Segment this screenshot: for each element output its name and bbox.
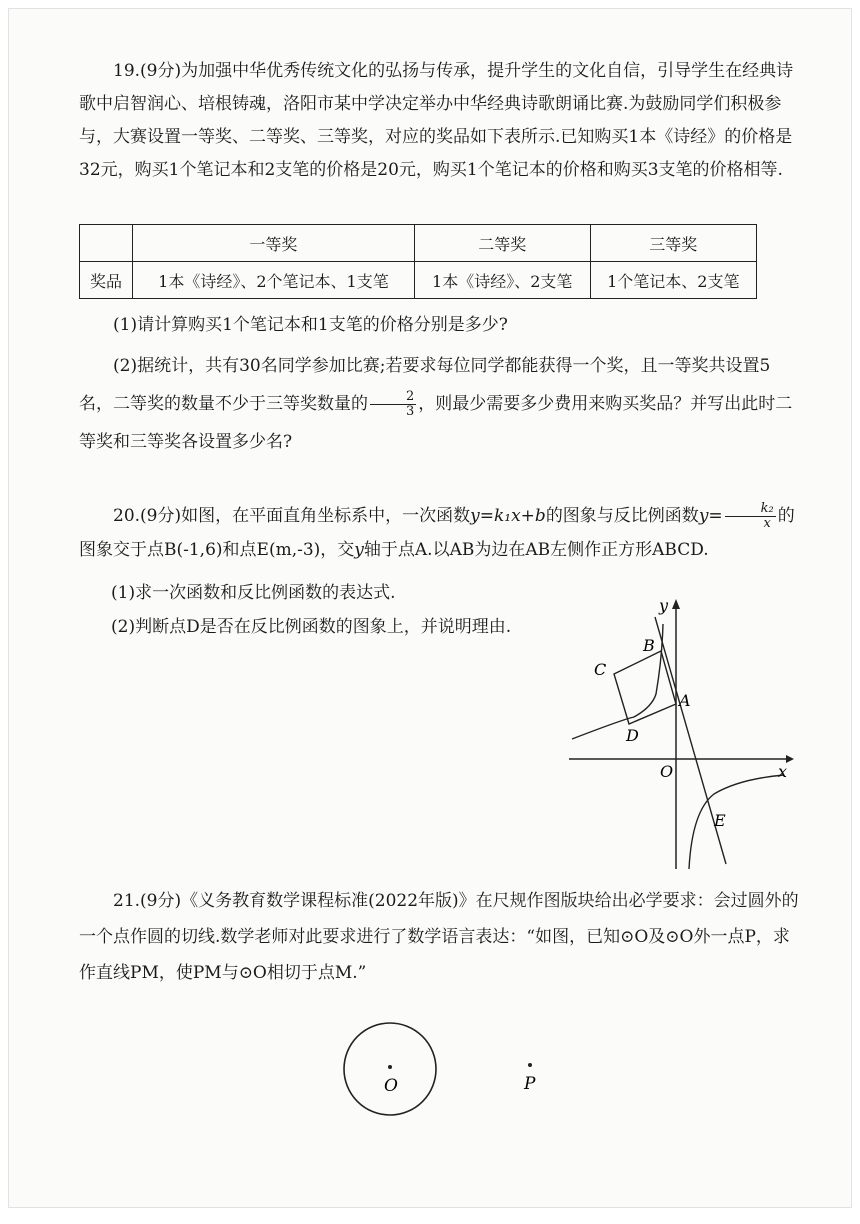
q21-number: 21.(9分) (113, 891, 182, 911)
hyperbola-lower-branch (689, 775, 784, 869)
label-origin: O (660, 762, 674, 781)
label-y-axis: y (659, 596, 669, 615)
exam-page (8, 8, 852, 1208)
square-abcd (614, 651, 676, 724)
q20-part2: (2)判断点D是否在反比例函数的图象上，并说明理由. (111, 617, 512, 637)
q20-text-c: 的图象交于点B(-1,6)和点E(m,-3)，交 (79, 506, 795, 560)
q21-stem (79, 883, 799, 991)
label-point-p: P (524, 1074, 536, 1094)
prize-row-label: 奖品 (80, 262, 133, 299)
x-axis-arrow (786, 755, 794, 763)
q20-number: 20.(9分) (113, 506, 182, 526)
prize-header-first: 一等奖 (133, 225, 415, 262)
q20-fraction-denominator: x (763, 516, 771, 531)
external-point-p (528, 1063, 532, 1067)
prize-table-header-row (80, 225, 757, 262)
label-point-b: B (643, 636, 655, 655)
center-point-o (388, 1065, 392, 1069)
q19-part2-text-a: (2)据统计，共有30名同学参加比赛;若要求每位同学都能获得一个奖，且一等奖共设置5名，二等奖的数量不少于三等奖数量的 (79, 356, 771, 414)
q20-text-a: 如图，在平面直角坐标系中，一次函数 (181, 506, 471, 526)
prize-cell-third: 1个笔记本、2支笔 (590, 262, 756, 299)
q20-coordinate-figure (564, 589, 799, 874)
q19-part2-text-b: ，则最少需要多少费用来购买奖品？并写出此时二等奖和三等奖各设置多少名? (79, 394, 793, 452)
q20-fraction-numerator: k₂ (725, 502, 776, 517)
prize-cell-second: 1本《诗经》、2支笔 (414, 262, 590, 299)
label-point-e: E (714, 811, 726, 830)
q20-stem (79, 499, 799, 567)
q19-text: 为加强中华优秀传统文化的弘扬与传承，提升学生的文化自信，引导学生在经典诗歌中启智润心、培根铸魂，洛阳市某中学决定举办中华经典诗歌朗诵比赛.为鼓励同学们积极参与，大赛设置一等奖、二等奖、三等奖，对应的奖品如下表所示.已知购买1本《诗经》的价格是32元，购买1个笔记本和2支笔的价格是20元，购买1个笔记本的价格和购买3支笔的价格相等. (79, 61, 794, 180)
label-point-a: A (679, 691, 691, 710)
q19-fraction-numerator: 2 (370, 390, 416, 405)
prize-cell-first: 1本《诗经》、2个笔记本、1支笔 (133, 262, 415, 299)
q19-stem (79, 55, 799, 187)
q20-text-b: 的图象与反比例函数 (545, 506, 699, 526)
q20-inverse-eq-lhs: y= (698, 506, 723, 526)
prize-table (79, 224, 757, 299)
label-center-o: O (384, 1076, 398, 1096)
prize-table-row (80, 262, 757, 299)
q19-number: 19.(9分) (113, 61, 182, 81)
label-point-d: D (626, 726, 639, 745)
q20-text-d: 轴于点A.以AB为边在AB左侧作正方形ABCD. (363, 540, 709, 560)
prize-header-second: 二等奖 (414, 225, 590, 262)
prize-header-third: 三等奖 (590, 225, 756, 262)
q19-fraction (370, 390, 416, 419)
q20-linear-equation: y=k₁x+b (470, 506, 546, 526)
q19-fraction-denominator: 3 (406, 404, 415, 419)
q20-y-variable: y (354, 540, 364, 560)
y-axis-arrow (672, 599, 680, 609)
q20-part1: (1)求一次函数和反比例函数的表达式. (111, 583, 396, 603)
q19-part2 (79, 347, 799, 461)
q21-circle-figure (334, 1019, 564, 1124)
label-x-axis: x (778, 762, 788, 781)
q19-part1: (1)请计算购买1个笔记本和1支笔的价格分别是多少? (113, 315, 508, 335)
label-point-c: C (594, 660, 607, 679)
q21-text: 《义务教育数学课程标准(2022年版)》在尺规作图版块给出必学要求：会过圆外的一个点作圆的切线.数学老师对此要求进行了数学语言表达：“如图，已知⊙O及⊙O外一点P，求作直线PM，使PM与⊙O相切于点M.” (79, 891, 799, 983)
q20-inverse-fraction (725, 502, 776, 531)
prize-table-corner (80, 225, 133, 262)
